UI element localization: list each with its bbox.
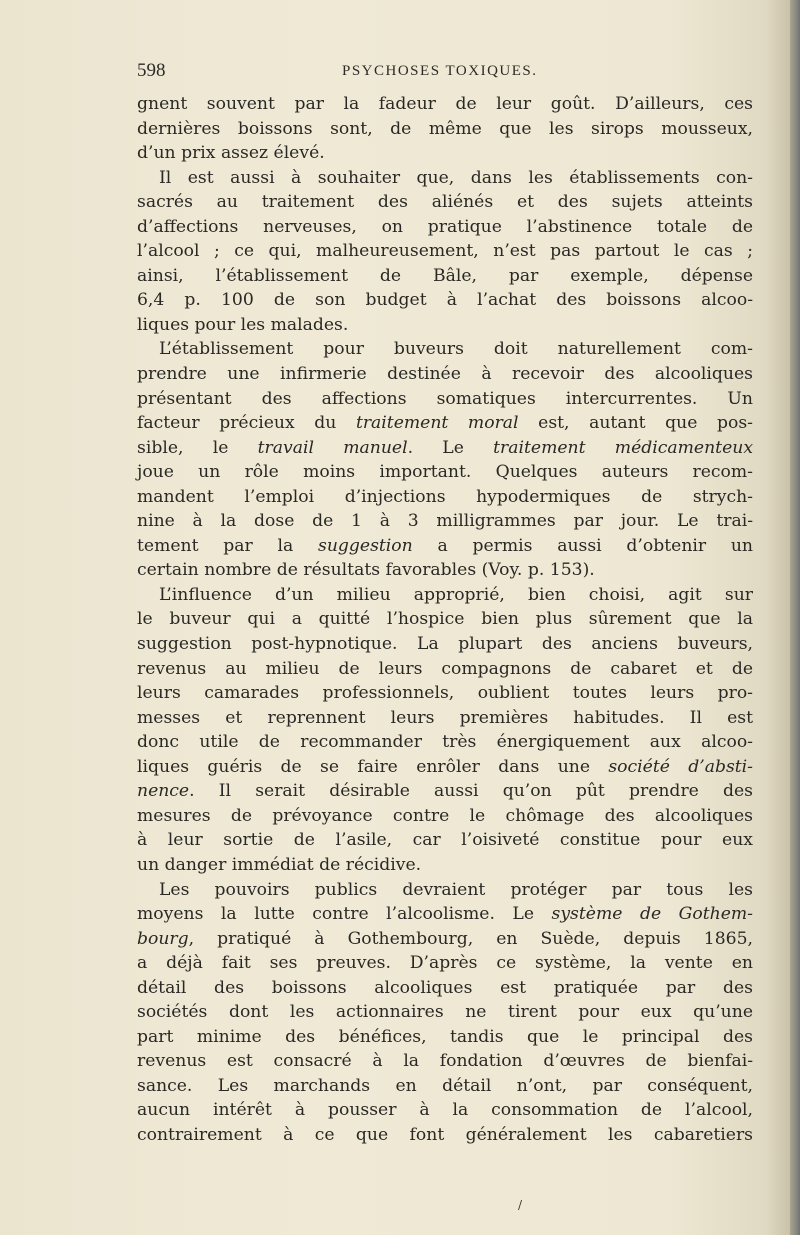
- text-line: [137, 976, 753, 1001]
- text-line: [137, 853, 753, 878]
- text-line: [137, 190, 753, 215]
- text-line: [137, 1000, 753, 1025]
- text-segment: d’affections nerveuses, on pratique l’abstinence totale de: [137, 216, 753, 237]
- text-segment: a déjà fait ses preuves. D’après ce système, la vente en: [137, 953, 753, 974]
- text-segment: l’alcool ; ce qui, malheureusement, n’est pas partout le cas ;: [137, 241, 753, 262]
- text-segment: prendre une infirmerie destinée à recevoir des alcooliques: [137, 364, 753, 385]
- text-segment: a permis aussi d’obtenir un: [412, 535, 754, 556]
- text-segment: le buveur qui a quitté l’hospice bien plus sûrement que la: [137, 609, 753, 630]
- text-line: [137, 117, 753, 142]
- text-segment: L’établissement pour buveurs doit naturellement com-: [159, 339, 753, 360]
- text-segment: mesures de prévoyance contre le chômage des alcooliques: [137, 805, 753, 826]
- text-line: [137, 509, 753, 534]
- text-segment: 6,4 p. 100 de son budget à l’achat des boissons alcoo-: [137, 290, 753, 311]
- text-line: [137, 313, 753, 338]
- text-line: [137, 706, 753, 731]
- text-segment: sacrés au traitement des aliénés et des sujets atteints: [137, 192, 753, 213]
- text-line: [137, 141, 753, 166]
- italic-phrase: suggestion: [318, 535, 413, 556]
- text-line: [137, 460, 753, 485]
- text-line: [137, 779, 753, 804]
- running-title: PSYCHOSES TOXIQUES.: [342, 63, 538, 79]
- text-line: [137, 166, 753, 191]
- text-line: [137, 362, 753, 387]
- text-segment: un danger immédiat de récidive.: [137, 854, 422, 875]
- text-segment: sance. Les marchands en détail n’ont, par conséquent,: [137, 1075, 753, 1096]
- text-line: [137, 1074, 753, 1099]
- text-segment: contrairement à ce que font généralement les cabaretiers: [137, 1124, 753, 1145]
- text-segment: . Le: [407, 437, 494, 458]
- stray-mark: /: [518, 1198, 523, 1212]
- text-segment: , pratiqué à Gothembourg, en Suède, depuis 1865,: [188, 928, 753, 949]
- text-line: [137, 1025, 753, 1050]
- text-segment: donc utile de recommander très énergiquement aux alcoo-: [137, 732, 753, 753]
- text-line: [137, 607, 753, 632]
- italic-phrase: nence: [137, 781, 190, 802]
- body-text: [137, 92, 753, 1148]
- text-line: [137, 878, 753, 903]
- text-segment: nine à la dose de 1 à 3 milligrammes par jour. Le trai-: [137, 511, 753, 532]
- text-segment: détail des boissons alcooliques est pratiquée par des: [137, 977, 753, 998]
- text-segment: revenus au milieu de leurs compagnons de cabaret et de: [137, 658, 753, 679]
- text-line: [137, 485, 753, 510]
- italic-phrase: système de Gothem-: [551, 904, 753, 925]
- text-line: [137, 436, 753, 461]
- text-line: [137, 411, 753, 436]
- text-segment: leurs camarades professionnels, oublient toutes leurs pro-: [137, 683, 753, 704]
- text-segment: liques guéris de se faire enrôler dans une: [137, 756, 609, 777]
- text-segment: messes et reprennent leurs premières habitudes. Il est: [137, 707, 753, 728]
- text-line: [137, 681, 753, 706]
- text-line: [137, 534, 753, 559]
- text-segment: gnent souvent par la fadeur de leur goût. D’ailleurs, ces: [137, 94, 753, 114]
- italic-phrase: société d’absti-: [608, 756, 753, 777]
- italic-phrase: traitement médicamenteux: [493, 437, 754, 458]
- text-segment: revenus est consacré à la fondation d’œuvres de bienfai-: [137, 1051, 753, 1072]
- text-segment: part minime des bénéfices, tandis que le principal des: [137, 1026, 753, 1047]
- page-number: 598: [137, 60, 166, 81]
- text-segment: Il est aussi à souhaiter que, dans les établissements con-: [159, 167, 753, 188]
- text-segment: ainsi, l’établissement de Bâle, par exemple, dépense: [137, 265, 753, 286]
- text-line: [137, 951, 753, 976]
- italic-phrase: traitement moral: [355, 413, 519, 434]
- text-segment: tement par la: [137, 535, 318, 556]
- text-line: [137, 730, 753, 755]
- text-line: [137, 264, 753, 289]
- text-line: [137, 1123, 753, 1148]
- text-segment: mandent l’emploi d’injections hypodermiques de strych-: [137, 486, 753, 507]
- text-segment: suggestion post-hypnotique. La plupart des anciens buveurs,: [137, 634, 753, 655]
- text-segment: liques pour les malades.: [137, 314, 349, 335]
- text-line: [137, 804, 753, 829]
- text-line: [137, 902, 753, 927]
- text-line: [137, 239, 753, 264]
- text-line: [137, 387, 753, 412]
- text-segment: est, autant que pos-: [518, 413, 753, 434]
- text-segment: dernières boissons sont, de même que les sirops mousseux,: [137, 118, 753, 139]
- text-segment: aucun intérêt à pousser à la consommation de l’alcool,: [137, 1100, 753, 1121]
- text-line: [137, 1049, 753, 1074]
- text-segment: . Il serait désirable aussi qu’on pût prendre des: [189, 781, 753, 802]
- text-segment: sociétés dont les actionnaires ne tirent pour eux qu’une: [137, 1002, 753, 1023]
- text-segment: certain nombre de résultats favorables (Voy. p. 153).: [137, 560, 595, 581]
- text-line: [137, 558, 753, 583]
- text-line: [137, 755, 753, 780]
- text-segment: L’influence d’un milieu approprié, bien choisi, agit sur: [159, 584, 753, 605]
- italic-phrase: travail manuel: [257, 437, 408, 458]
- italic-phrase: bourg: [137, 928, 189, 949]
- text-line: [137, 657, 753, 682]
- text-segment: Les pouvoirs publics devraient protéger par tous les: [159, 879, 753, 900]
- text-segment: moyens la lutte contre l’alcoolisme. Le: [137, 904, 552, 925]
- text-line: [137, 337, 753, 362]
- text-segment: d’un prix assez élevé.: [137, 143, 325, 164]
- text-line: [137, 92, 753, 117]
- text-line: [137, 583, 753, 608]
- text-line: [137, 828, 753, 853]
- text-line: [137, 632, 753, 657]
- page-header: [137, 60, 753, 84]
- text-segment: facteur précieux du: [137, 413, 356, 434]
- text-segment: présentant des affections somatiques intercurrentes. Un: [137, 388, 753, 409]
- text-segment: sible, le: [137, 437, 258, 458]
- text-line: [137, 288, 753, 313]
- text-segment: à leur sortie de l’asile, car l’oisiveté constitue pour eux: [137, 830, 753, 851]
- text-line: [137, 215, 753, 240]
- text-segment: joue un rôle moins important. Quelques auteurs recom-: [137, 462, 753, 483]
- page-edge: [790, 0, 800, 1235]
- text-line: [137, 1098, 753, 1123]
- text-line: [137, 927, 753, 952]
